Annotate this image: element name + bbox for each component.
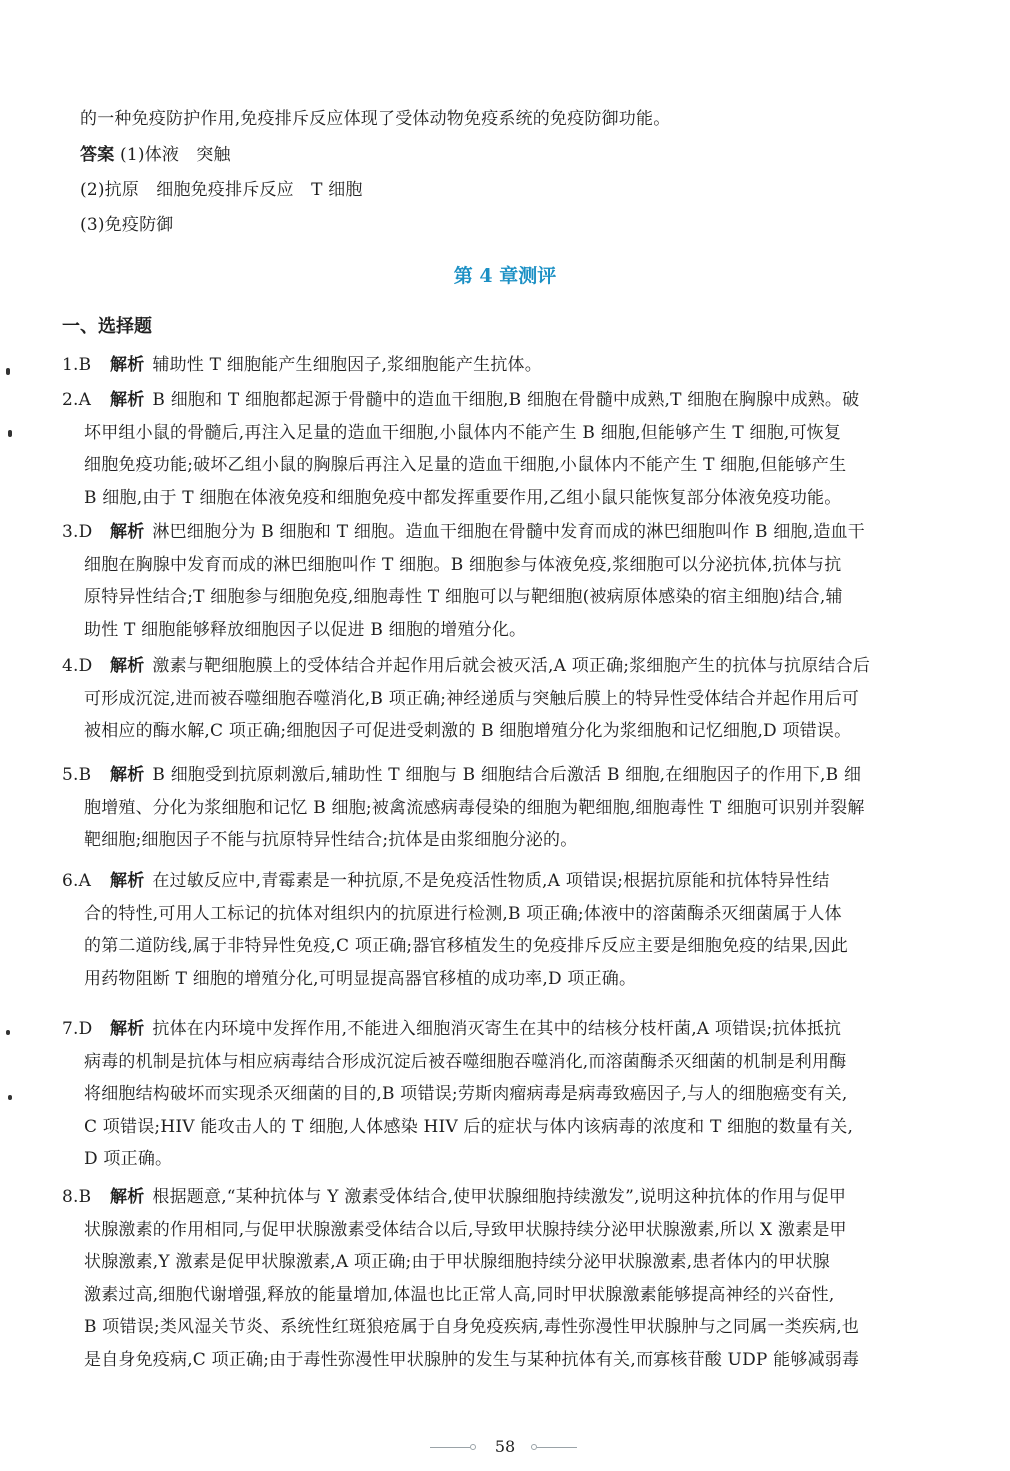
chapter-title: 第 4 章测评 [453, 265, 557, 287]
analysis-label: 解析 [110, 871, 145, 891]
section-title: 一、选择题 [62, 316, 152, 337]
question-4-line: 可形成沉淀,进而被吞噬细胞吞噬消化,B 项正确;神经递质与突触后膜上的特异性受体结合并起作用后可 [84, 688, 860, 709]
scan-mark [6, 368, 10, 375]
question-2-line: 细胞免疫功能;破坏乙组小鼠的胸腺后再注入足量的造血干细胞,小鼠体内不能产生 T 细胞,但能够产生 [84, 455, 847, 476]
question-3-line: 细胞在胸腺中发育而成的淋巴细胞叫作 T 细胞。B 细胞参与体液免疫,浆细胞可以分泌抗体,抗体与抗 [84, 554, 842, 575]
question-7-first-line [62, 1017, 936, 1041]
question-number: 6.A [62, 871, 92, 891]
question-7-line: C 项错误;HIV 能攻击人的 T 细胞,人体感染 HIV 后的症状与体内该病毒的浓度和 T 细胞的数量有关, [84, 1116, 854, 1137]
question-text: 根据题意,“某种抗体与 Y 激素受体结合,使甲状腺细胞持续激发”,说明这种抗体的作用与促甲 [152, 1187, 847, 1207]
question-8-line: B 项错误;类风湿关节炎、系统性红斑狼疮属于自身免疫疾病,毒性弥漫性甲状腺肿与之同属一类疾病,也 [84, 1317, 860, 1338]
question-number: 2.A [62, 390, 92, 410]
question-text: 辅助性 T 细胞能产生细胞因子,浆细胞能产生抗体。 [152, 355, 542, 375]
question-7-line: 将细胞结构破坏而实现杀灭细菌的目的,B 项错误;劳斯肉瘤病毒是病毒致癌因子,与人的细胞癌变有关, [84, 1084, 848, 1105]
question-6-line: 用药物阻断 T 细胞的增殖分化,可明显提高器官移植的成功率,D 项正确。 [84, 968, 637, 989]
footer-rule-left [430, 1447, 470, 1448]
question-text: 激素与靶细胞膜上的受体结合并起作用后就会被灭活,A 项正确;浆细胞产生的抗体与抗原结合后 [152, 656, 871, 676]
analysis-label: 解析 [110, 656, 145, 676]
question-8-line: 激素过高,细胞代谢增强,释放的能量增加,体温也比正常人高,同时甲状腺激素能够提高神经的兴奋性, [84, 1284, 835, 1305]
analysis-label: 解析 [110, 1187, 145, 1207]
question-text: B 细胞和 T 细胞都起源于骨髓中的造血干细胞,B 细胞在骨髓中成熟,T 细胞在胸腺中成熟。破 [152, 390, 860, 410]
answer-line-3: (3)免疫防御 [80, 215, 174, 235]
footer-dot-left [470, 1444, 476, 1450]
question-number: 1.B [62, 355, 92, 375]
question-2-line: B 细胞,由于 T 细胞在体液免疫和细胞免疫中都发挥重要作用,乙组小鼠只能恢复部分体液免疫功能。 [84, 487, 842, 508]
scan-mark [8, 1095, 12, 1100]
question-number: 7.D [62, 1019, 93, 1039]
question-3-line: 原特异性结合;T 细胞参与细胞免疫,细胞毒性 T 细胞可以与靶细胞(被病原体感染的宿主细胞)结合,辅 [84, 587, 843, 608]
analysis-label: 解析 [110, 1019, 145, 1039]
footer-rule-right [537, 1447, 577, 1448]
question-1-first-line [62, 353, 936, 377]
continuation-text: 的一种免疫防护作用,免疫排斥反应体现了受体动物免疫系统的免疫防御功能。 [80, 109, 671, 129]
question-2-line: 坏甲组小鼠的骨髓后,再注入足量的造血干细胞,小鼠体内不能产生 B 细胞,但能够产生 T 细胞,可恢复 [84, 422, 842, 443]
question-2-first-line [62, 388, 936, 412]
question-number: 5.B [62, 765, 92, 785]
analysis-label: 解析 [110, 522, 145, 542]
analysis-label: 解析 [110, 765, 145, 785]
question-4-line: 被相应的酶水解,C 项正确;细胞因子可促进受刺激的 B 细胞增殖分化为浆细胞和记忆细胞,D 项错误。 [84, 721, 852, 742]
question-8-line: 状腺激素的作用相同,与促甲状腺激素受体结合以后,导致甲状腺持续分泌甲状腺激素,所以 X 激素是甲 [84, 1219, 847, 1240]
question-5-line: 胞增殖、分化为浆细胞和记忆 B 细胞;被禽流感病毒侵染的细胞为靶细胞,细胞毒性 T 细胞可识别并裂解 [84, 797, 865, 818]
question-6-line: 的第二道防线,属于非特异性免疫,C 项正确;器官移植发生的免疫排斥反应主要是细胞免疫的结果,因此 [84, 936, 848, 957]
scan-mark [8, 430, 12, 437]
question-7-line: D 项正确。 [84, 1149, 173, 1170]
question-8-first-line [62, 1185, 936, 1209]
question-text: 淋巴细胞分为 B 细胞和 T 细胞。造血干细胞在骨髓中发育而成的淋巴细胞叫作 B 细胞,造血干 [152, 522, 865, 542]
question-number: 4.D [62, 656, 93, 676]
question-3-line: 助性 T 细胞能够释放细胞因子以促进 B 细胞的增殖分化。 [84, 619, 527, 640]
scan-mark [6, 1030, 10, 1035]
question-text: 在过敏反应中,青霉素是一种抗原,不是免疫活性物质,A 项错误;根据抗原能和抗体特异性结 [152, 871, 830, 891]
question-5-line: 靶细胞;细胞因子不能与抗原特异性结合;抗体是由浆细胞分泌的。 [84, 830, 578, 851]
question-number: 3.D [62, 522, 93, 542]
question-8-line: 状腺激素,Y 激素是促甲状腺激素,A 项正确;由于甲状腺细胞持续分泌甲状腺激素,患者体内的甲状腺 [84, 1252, 830, 1273]
question-7-line: 病毒的机制是抗体与相应病毒结合形成沉淀后被吞噬细胞吞噬消化,而溶菌酶杀灭细菌的机制是利用酶 [84, 1051, 847, 1072]
page-footer [0, 1436, 1010, 1460]
question-5-first-line [62, 763, 936, 787]
answer-line-2: (2)抗原 细胞免疫排斥反应 T 细胞 [80, 180, 363, 200]
page-number: 58 [494, 1437, 516, 1456]
question-6-line: 合的特性,可用人工标记的抗体对组织内的抗原进行检测,B 项正确;体液中的溶菌酶杀灭细菌属于人体 [84, 903, 842, 924]
answer-1-text: (1)体液 突触 [120, 145, 231, 165]
question-4-first-line [62, 654, 936, 678]
question-text: 抗体在内环境中发挥作用,不能进入细胞消灭寄生在其中的结核分枝杆菌,A 项错误;抗体抵抗 [152, 1019, 842, 1039]
question-text: B 细胞受到抗原刺激后,辅助性 T 细胞与 B 细胞结合后激活 B 细胞,在细胞因子的作用下,B 细 [152, 765, 862, 785]
question-8-line: 是自身免疫病,C 项正确;由于毒性弥漫性甲状腺肿的发生与某种抗体有关,而寡核苷酸 UDP 能够减弱毒 [84, 1350, 860, 1370]
question-3-first-line [62, 520, 936, 544]
answer-label: 答案 [80, 145, 115, 165]
answer-line-1 [80, 143, 936, 167]
analysis-label: 解析 [110, 390, 145, 410]
question-6-first-line [62, 869, 936, 893]
analysis-label: 解析 [110, 355, 145, 375]
question-number: 8.B [62, 1187, 92, 1207]
